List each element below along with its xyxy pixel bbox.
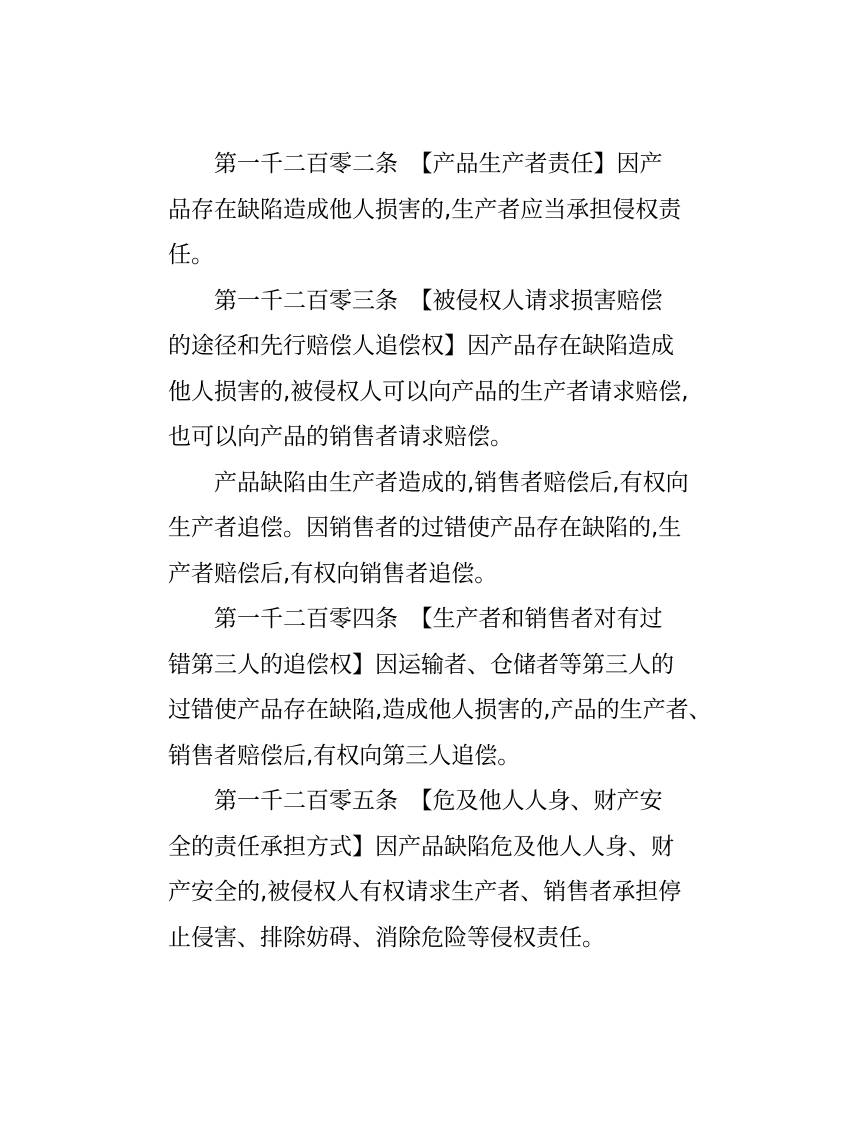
article-1205-line-2: 全的责任承担方式】因产品缺陷危及他人人身、财	[168, 833, 674, 860]
document-body	[168, 142, 712, 961]
article-1205-line-1: 第一千二百零五条 【危及他人人身、财产安	[214, 788, 663, 814]
article-1203-line-3: 他人损害的,被侵权人可以向产品的生产者请求赔偿,	[168, 378, 689, 405]
article-1205-line-3: 产安全的,被侵权人有权请求生产者、销售者承担停	[168, 879, 682, 905]
article-1203-line-4: 也可以向产品的销售者请求赔偿。	[168, 424, 513, 450]
article-1203-para2-line-1: 产品缺陷由生产者造成的,销售者赔偿后,有权向	[214, 469, 689, 496]
article-1203-para2-line-3: 产者赔偿后,有权向销售者追偿。	[168, 560, 498, 587]
article-1202-line-1: 第一千二百零二条 【产品生产者责任】因产	[214, 151, 663, 177]
article-1203-line-2: 的途径和先行赔偿人追偿权】因产品存在缺陷造成	[168, 333, 674, 359]
article-1204-line-4: 销售者赔偿后,有权向第三人追偿。	[168, 742, 521, 769]
article-1205-line-4: 止侵害、排除妨碍、消除危险等侵权责任。	[168, 924, 605, 951]
article-1202-line-3: 任。	[168, 242, 214, 268]
article-1202-line-2: 品存在缺陷造成他人损害的,生产者应当承担侵权责	[168, 196, 682, 223]
article-1203-para2-line-2: 生产者追偿。因销售者的过错使产品存在缺陷的,生	[168, 515, 682, 541]
article-1204-line-1: 第一千二百零四条 【生产者和销售者对有过	[214, 606, 663, 632]
article-1204-line-2: 错第三人的追偿权】因运输者、仓储者等第三人的	[168, 651, 674, 678]
article-1203-line-1: 第一千二百零三条 【被侵权人请求损害赔偿	[214, 287, 663, 314]
article-1204-line-3: 过错使产品存在缺陷,造成他人损害的,产品的生产者、	[168, 697, 712, 723]
